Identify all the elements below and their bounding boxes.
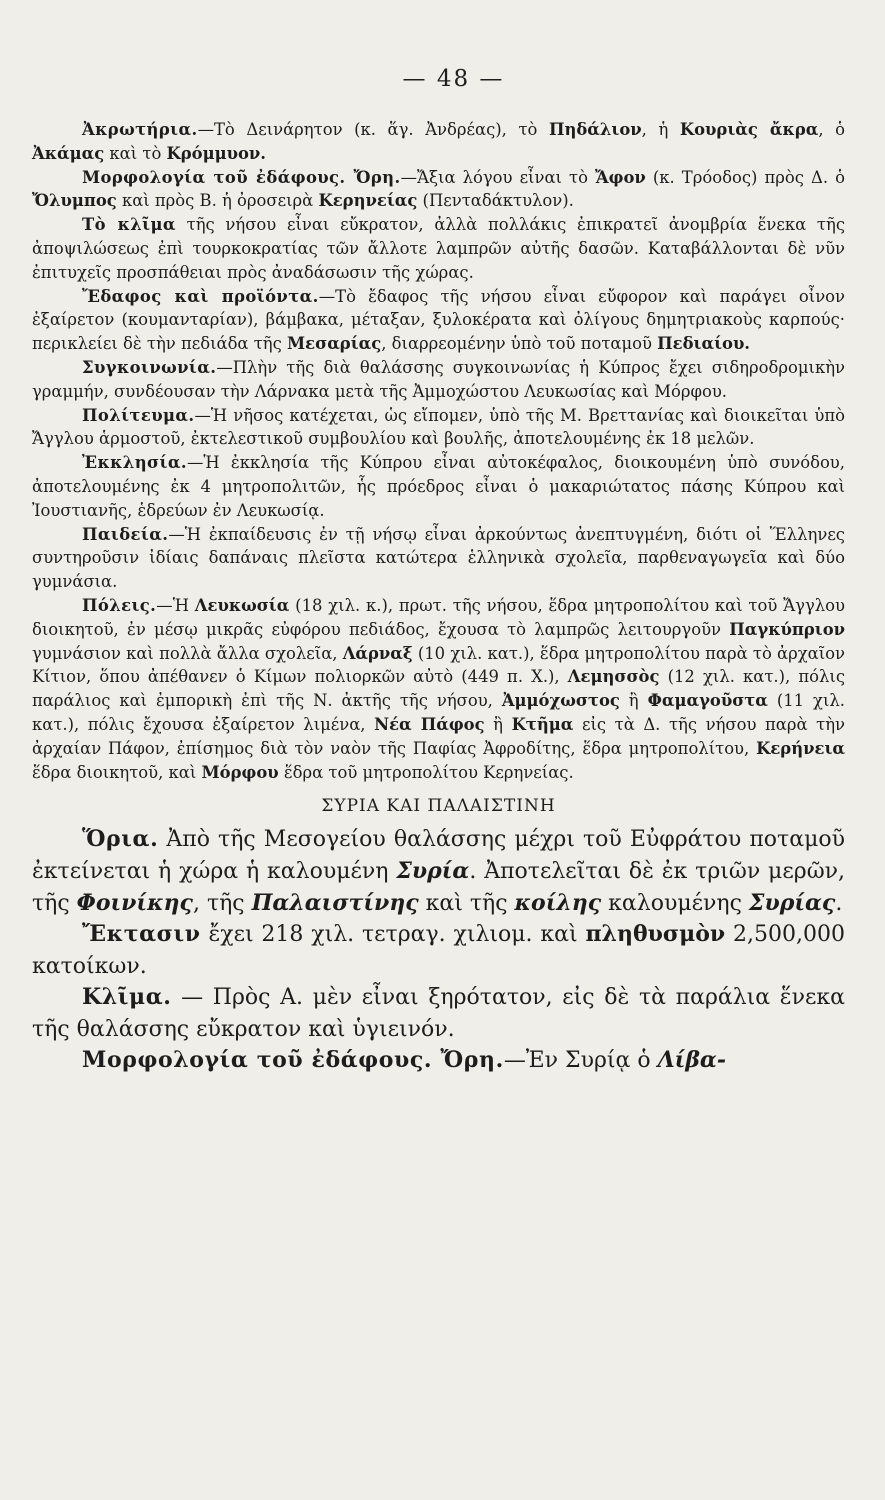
- text-run: γυμνάσιον καὶ πολλὰ ἄλλα σχολεῖα,: [32, 643, 343, 663]
- text-run: Ἄφον: [595, 167, 646, 187]
- text-run: Συρία: [396, 857, 470, 884]
- text-run: Ἀμμόχωστος: [501, 691, 620, 711]
- paragraph: [32, 523, 845, 594]
- text-run: Λάρναξ: [342, 643, 413, 663]
- text-run: —Ἡ: [156, 595, 195, 615]
- paragraph-heading: Πόλεις.: [82, 595, 157, 615]
- text-run: καὶ τὸ: [104, 143, 167, 163]
- text-run: , ὁ: [818, 120, 846, 139]
- paragraph: [32, 285, 845, 356]
- text-run: Φαμαγοῦστα: [647, 691, 768, 711]
- section-title: ΣΥΡΙΑ ΚΑΙ ΠΑΛΑΙΣΤΙΝΗ: [321, 796, 556, 817]
- paragraph-heading: Τὸ κλῖμα: [82, 215, 176, 235]
- text-run: Νέα Πάφος: [374, 714, 485, 734]
- text-run: εἰς τὰ Δ. τῆς νήσου παρὰ τὴν ἀρχαίαν Πάφον, ἐπίσημος διὰ τὸν ναὸν τῆς Παφίας Ἀφροδίτης, ἕδρα μητροπολίτου,: [32, 714, 845, 758]
- text-run: (10 χιλ. κατ.), ἕδρα μητροπολίτου παρὰ τὸ ἀρχαῖον Κίτιον, ὅπου ἀπέθανεν ὁ Κίμων πολιορκῶν αὐτὸ (449 π. Χ.),: [32, 643, 846, 687]
- text-run: — Πρὸς Α. μὲν εἶναι ξηρότατον, εἰς δὲ τὰ παράλια ἕνεκα τῆς θαλάσσης εὔκρατον καὶ ὑγιεινόν.: [32, 985, 845, 1042]
- paragraph-heading: Ἔδαφος καὶ προϊόντα.: [82, 286, 319, 306]
- text-run: Φοινίκης: [76, 889, 193, 916]
- paragraph: [32, 982, 845, 1045]
- paragraph-heading: Κλῖμα.: [82, 984, 172, 1011]
- page-number: — 48 —: [402, 66, 505, 92]
- text-run: Μόρφου: [201, 762, 279, 782]
- paragraph: [32, 213, 845, 284]
- text-run: Μεσαρίας: [287, 334, 382, 354]
- text-run: Ἀπὸ τῆς Μεσογείου θαλάσσης μέχρι τοῦ Εὐφράτου ποταμοῦ ἐκτείνεται ἡ χώρα ἡ καλουμένη: [32, 827, 845, 884]
- text-run: ἢ: [619, 691, 648, 711]
- paragraph: [32, 1045, 845, 1077]
- text-run: Κτῆμα: [511, 714, 574, 734]
- text-run: (18 χιλ. κ.), πρωτ. τῆς νήσου, ἕδρα μητροπολίτου καὶ τοῦ Ἄγγλου διοικητοῦ, ἐν μέσῳ μικρᾶς εὐφόρου πεδιάδος, ἔχουσα τὸ λαμπρῶς λειτουργοῦν: [32, 595, 845, 639]
- text-run: —Ἡ ἐκκλησία τῆς Κύπρου εἶναι αὐτοκέφαλος, διοικουμένη ὑπὸ συνόδου, ἀποτελουμένης ἐκ 4 μητροπολιτῶν, ἧς πρόεδρος εἶναι ὁ μακαριώτατος πάσης Κύπρου καὶ Ἰουστιανῆς, ἑδρεύων ἐν Λευκωσίᾳ.: [32, 453, 845, 520]
- paragraph-heading: Ὅρια.: [82, 826, 159, 853]
- paragraph: [32, 118, 845, 166]
- paragraph: [32, 404, 845, 452]
- text-run: Κρόμμυον.: [166, 143, 266, 163]
- text-run: Λίβα-: [657, 1047, 726, 1074]
- paragraph-heading: Συγκοινωνία.: [82, 357, 217, 377]
- paragraph-heading: Παιδεία.: [82, 524, 169, 544]
- paragraph-heading: Μορφολογία τοῦ ἐδάφους. Ὄρη.: [82, 1047, 504, 1074]
- text-run: Συρίας: [748, 889, 836, 916]
- text-run: ἕδρα τοῦ μητροπολίτου Κερηνείας.: [278, 762, 574, 782]
- paragraph: [32, 451, 845, 522]
- text-run: (11 χιλ. κατ.), πόλις ἔχουσα ἐξαίρετον λιμένα,: [32, 691, 845, 734]
- paragraph-heading: Μορφολογία τοῦ ἐδάφους. Ὄρη.: [82, 167, 401, 187]
- text-run: —Πλὴν τῆς διὰ θαλάσσης συγκοινωνίας ἡ Κύπρος ἔχει σιδηροδρομικὴν γραμμήν, συνδέουσαν τὴν Λάρνακα μετὰ τῆς Ἀμμοχώστου Λευκωσίας καὶ Μόρφου.: [32, 357, 845, 401]
- paragraph: [32, 824, 845, 919]
- paragraph-heading: Ἔκτασιν: [82, 921, 201, 948]
- text-run: .: [835, 890, 843, 916]
- text-run: —Ἄξια λόγου εἶναι τὸ: [400, 167, 596, 187]
- text-run: Παγκύπριον: [729, 619, 845, 639]
- text-run: κοίλης: [514, 889, 602, 916]
- paragraph-heading: Ἀκρωτήρια.: [82, 120, 198, 139]
- text-run: καὶ πρὸς Β. ἡ ὀροσειρὰ: [116, 191, 319, 211]
- text-run: Ἀκάμας: [32, 143, 105, 163]
- text-run: —Τὸ Δεινάρητον (κ. ἅγ. Ἀνδρέας), τὸ: [197, 120, 549, 139]
- text-run: Κουριὰς ἄκρα: [679, 120, 819, 139]
- upper-text-block: [32, 118, 845, 784]
- paragraph: [32, 166, 845, 214]
- text-run: —Ἐν Συρίᾳ ὁ: [503, 1048, 658, 1074]
- text-run: πληθυσμὸν: [585, 921, 726, 948]
- text-run: (Πενταδάκτυλον).: [417, 191, 574, 211]
- text-run: Λευκωσία: [194, 595, 290, 615]
- paragraph: [32, 356, 845, 404]
- lower-text-block: [32, 824, 845, 1077]
- text-run: Ὄλυμπος: [32, 191, 117, 211]
- text-run: , διαρρεομένην ὑπὸ τοῦ ποταμοῦ: [381, 334, 658, 354]
- text-run: ἕδρα διοικητοῦ, καὶ: [32, 762, 202, 782]
- text-run: (κ. Τρόοδος) πρὸς Δ. ὁ: [645, 167, 845, 187]
- text-run: Παλαιστίνης: [251, 889, 419, 916]
- text-run: Πηδάλιον: [548, 120, 642, 139]
- text-run: —Τὸ ἔδαφος τῆς νήσου εἶναι εὔφορον καὶ παράγει οἶνον ἐξαίρετον (κουμανταρίαν), βάμβακα, μέταξαν, ξυλοκέρατα καὶ ὀλίγους δημητριακοὺς καρπούς· περικλείει δὲ τὴν πεδιάδα τῆς: [32, 286, 845, 354]
- paragraph: [32, 594, 845, 784]
- text-run: Κερήνεια: [756, 738, 845, 758]
- text-run: —Ἡ νῆσος κατέχεται, ὡς εἴπομεν, ὑπὸ τῆς Μ. Βρεττανίας καὶ διοικεῖται ὑπὸ Ἄγγλου ἁρμοστοῦ, ἐκτελεστικοῦ συμβουλίου καὶ βουλῆς, ἀποτελουμένης ἐκ 18 μελῶν.: [32, 405, 845, 449]
- text-run: , τῆς: [192, 890, 252, 916]
- text-run: . Ἀποτελεῖται δὲ ἐκ τριῶν μερῶν, τῆς: [32, 858, 845, 916]
- text-run: —Ἡ ἐκπαίδευσις ἐν τῇ νήσῳ εἶναι ἀρκούντως ἀνεπτυγμένη, διότι οἱ Ἕλληνες συντηροῦσιν ἰδίαις δαπάναις πλεῖστα κατώτερα ἑλληνικὰ σχολεῖα, παρθεναγωγεῖα καὶ δύο γυμνάσια.: [32, 524, 845, 592]
- text-run: Κερηνείας: [318, 191, 418, 211]
- text-run: Λεμησσὸς: [567, 667, 660, 687]
- text-run: καλουμένης: [601, 890, 749, 916]
- text-run: (12 χιλ. κατ.), πόλις παράλιος καὶ ἐμπορικὴ ἐπὶ τῆς Ν. ἀκτῆς τῆς νήσου,: [32, 667, 845, 711]
- text-run: Πεδιαίου.: [657, 334, 751, 354]
- text-run: , ἡ: [641, 120, 680, 139]
- text-run: τῆς νήσου εἶναι εὔκρατον, ἀλλὰ πολλάκις ἐπικρατεῖ ἀνομβρία ἕνεκα τῆς ἀποψιλώσεως ἐπὶ τουρκοκρατίας τῶν ἄλλοτε λαμπρῶν αὐτῆς δασῶν. Καταβάλλονται δὲ νῦν ἐπιτυχεῖς προσπάθειαι πρὸς ἀναδάσωσιν τῆς χώρας.: [32, 215, 845, 282]
- text-run: ἔχει 218 χιλ. τετραγ. χιλιομ. καὶ: [200, 922, 586, 948]
- text-run: καὶ τῆς: [418, 890, 515, 916]
- paragraph: [32, 919, 845, 982]
- paragraph-heading: Πολίτευμα.: [82, 405, 195, 425]
- paragraph-heading: Ἐκκλησία.: [82, 453, 187, 473]
- text-run: ἢ: [484, 714, 512, 734]
- text-run: 2,500,000 κατοίκων.: [32, 922, 845, 979]
